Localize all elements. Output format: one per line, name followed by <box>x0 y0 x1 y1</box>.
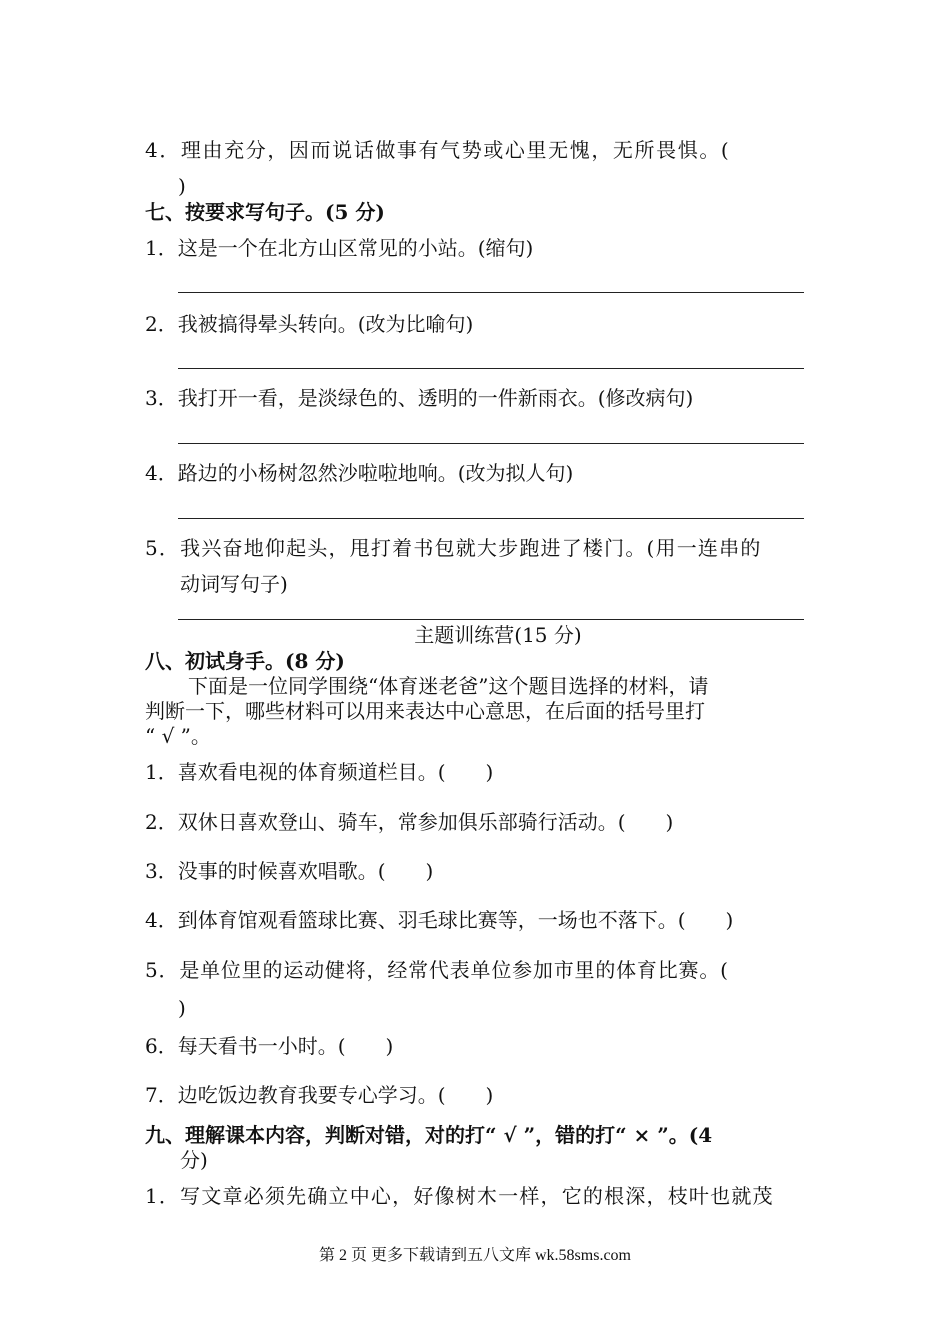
section-8-q5-line2: ) <box>178 996 186 1020</box>
section-7-q3: 3．我打开一看，是淡绿色的、透明的一件新雨衣。(修改病句) <box>145 386 694 410</box>
answer-line-7-2[interactable] <box>178 368 804 369</box>
section-8-q3: 3．没事的时候喜欢唱歌。( ) <box>145 859 434 883</box>
answer-line-7-5[interactable] <box>178 619 804 620</box>
section-9-title-line2: 分) <box>180 1148 208 1172</box>
section-9-q1: 1．写文章必须先确立中心，好像树木一样，它的根深，枝叶也就茂 <box>145 1184 774 1208</box>
theme-camp-title: 主题训练营(15 分) <box>414 623 582 647</box>
section-7-q2: 2．我被搞得晕头转向。(改为比喻句) <box>145 312 474 336</box>
section-8-q1: 1．喜欢看电视的体育频道栏目。( ) <box>145 760 494 784</box>
question-6-4-line2: ) <box>178 174 186 198</box>
answer-line-7-4[interactable] <box>178 518 804 519</box>
section-9-title-line1: 九、理解课本内容，判断对错，对的打“ √ ”，错的打“ × ”。(4 <box>145 1123 713 1147</box>
question-6-4-line1: 4．理由充分，因而说话做事有气势或心里无愧，无所畏惧。( <box>145 138 731 162</box>
section-8-intro-line1: 下面是一位同学围绕“体育迷老爸”这个题目选择的材料，请 <box>188 674 709 698</box>
section-8-q5-line1: 5．是单位里的运动健将，经常代表单位参加市里的体育比赛。( <box>145 958 729 982</box>
section-7-q1: 1．这是一个在北方山区常见的小站。(缩句) <box>145 236 534 260</box>
section-8-q4: 4．到体育馆观看篮球比赛、羽毛球比赛等，一场也不落下。( ) <box>145 908 734 932</box>
page-footer: 第 2 页 更多下载请到五八文库 wk.58sms.com <box>318 1247 631 1264</box>
section-8-q2: 2．双休日喜欢登山、骑车，常参加俱乐部骑行活动。( ) <box>145 810 674 834</box>
section-8-intro-line3: “ √ ”。 <box>145 724 211 748</box>
answer-line-7-3[interactable] <box>178 443 804 444</box>
section-8-q7: 7．边吃饭边教育我要专心学习。( ) <box>145 1083 494 1107</box>
section-7-title: 七、按要求写句子。(5 分) <box>145 200 385 224</box>
section-8-title: 八、初试身手。(8 分) <box>145 649 345 673</box>
section-7-q4: 4．路边的小杨树忽然沙啦啦地响。(改为拟人句) <box>145 461 574 485</box>
section-7-q5-line2: 动词写句子) <box>180 572 288 596</box>
section-7-q5-line1: 5．我兴奋地仰起头，甩打着书包就大步跑进了楼门。(用一连串的 <box>145 536 762 560</box>
section-8-q6: 6．每天看书一小时。( ) <box>145 1034 394 1058</box>
answer-line-7-1[interactable] <box>178 292 804 293</box>
section-8-intro-line2: 判断一下，哪些材料可以用来表达中心意思，在后面的括号里打 <box>145 699 705 723</box>
